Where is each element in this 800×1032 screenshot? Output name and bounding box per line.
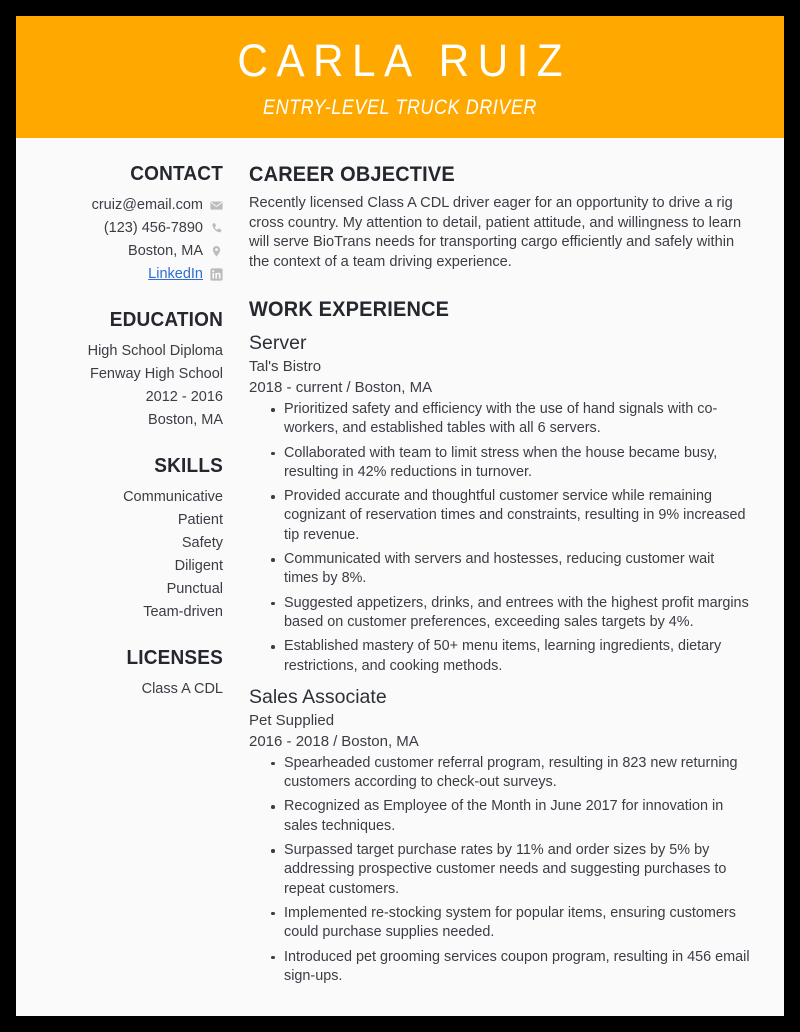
job-bullet: Surpassed target purchase rates by 11% and order sizes by 5% by addressing prospective customer needs and suggesting purchases to repeat customers. bbox=[284, 841, 752, 899]
education-line: Fenway High School bbox=[90, 366, 223, 382]
licenses-heading: LICENSES bbox=[126, 647, 223, 669]
work-experience-heading: WORK EXPERIENCE bbox=[249, 298, 450, 321]
job-bullet: Suggested appetizers, drinks, and entrees with the highest profit margins based on customer preferences, exceeding sales targets by 4%. bbox=[284, 594, 752, 633]
education-line: Boston, MA bbox=[148, 412, 223, 428]
job-bullet: Spearheaded customer referral program, resulting in 823 new returning customers according to check-out surveys. bbox=[284, 754, 752, 793]
job-meta-separator: / bbox=[346, 379, 351, 396]
linkedin-link[interactable]: LinkedIn bbox=[148, 266, 203, 282]
contact-item-location bbox=[16, 240, 223, 263]
skill-item: Punctual bbox=[166, 581, 223, 597]
contact-item-linkedin[interactable] bbox=[16, 263, 223, 286]
education-line: High School Diploma bbox=[87, 343, 223, 359]
education-line: 2012 - 2016 bbox=[145, 389, 223, 405]
skill-item: Diligent bbox=[174, 558, 223, 574]
education-heading: EDUCATION bbox=[109, 309, 223, 331]
contact-item-email bbox=[16, 194, 223, 217]
skill-item: Patient bbox=[177, 512, 223, 528]
job-meta-separator: / bbox=[333, 732, 338, 750]
envelope-icon bbox=[210, 199, 223, 212]
linkedin-icon[interactable] bbox=[210, 268, 223, 281]
contact-section bbox=[16, 162, 223, 286]
job-bullet: Implemented re-stocking system for popular items, ensuring customers could purchase supplies needed. bbox=[284, 904, 752, 943]
job-bullet: Collaborated with team to limit stress when the house became busy, resulting in 42% reductions in turnover. bbox=[284, 444, 752, 483]
job-bullet: Prioritized safety and efficiency with the use of hand signals with co-workers, and established tables with all 6 servers. bbox=[284, 400, 752, 439]
job-bullet: Introduced pet grooming services coupon program, resulting in 456 email sign-ups. bbox=[284, 948, 752, 987]
contact-email-text: cruiz@email.com bbox=[91, 197, 203, 213]
job-location: Boston, MA bbox=[341, 732, 419, 750]
education-section bbox=[16, 308, 223, 432]
job-bullet-list bbox=[249, 754, 752, 986]
sidebar bbox=[16, 162, 237, 723]
phone-icon bbox=[210, 222, 223, 235]
job-title: Server bbox=[249, 332, 307, 354]
contact-location-text: Boston, MA bbox=[128, 243, 203, 259]
objective-section bbox=[249, 162, 752, 272]
skills-heading: SKILLS bbox=[154, 455, 223, 477]
skill-item: Team-driven bbox=[143, 604, 223, 620]
skills-section bbox=[16, 454, 223, 624]
job-bullet: Established mastery of 50+ menu items, learning ingredients, dietary restrictions, and cooking methods. bbox=[284, 637, 752, 676]
job-meta bbox=[249, 731, 752, 752]
candidate-name: CARLA RUIZ bbox=[237, 35, 572, 86]
job-bullet: Provided accurate and thoughtful customer service while remaining cognizant of reservation times and constraints, resulting in 9% increased tip revenue. bbox=[284, 487, 752, 545]
license-item: Class A CDL bbox=[141, 681, 223, 697]
job-dates: 2018 - current bbox=[249, 379, 343, 396]
contact-item-phone bbox=[16, 217, 223, 240]
work-experience-section bbox=[249, 297, 752, 986]
job-bullet-list bbox=[249, 400, 752, 676]
job-entry bbox=[249, 331, 752, 676]
job-location: Boston, MA bbox=[354, 379, 433, 396]
job-meta bbox=[249, 377, 752, 398]
job-entry bbox=[249, 685, 752, 986]
resume-body bbox=[16, 138, 784, 991]
contact-heading: CONTACT bbox=[130, 163, 223, 185]
job-dates: 2016 - 2018 bbox=[249, 732, 330, 750]
candidate-tagline: ENTRY-LEVEL TRUCK DRIVER bbox=[263, 96, 537, 119]
resume-header bbox=[16, 16, 784, 138]
job-company: Pet Supplied bbox=[249, 711, 335, 729]
objective-heading: CAREER OBJECTIVE bbox=[249, 163, 455, 186]
skill-item: Safety bbox=[181, 535, 223, 551]
resume-page bbox=[16, 16, 784, 1016]
contact-phone-text: (123) 456-7890 bbox=[103, 220, 203, 236]
objective-text: Recently licensed Class A CDL driver eager for an opportunity to drive a rig cross country. My attention to detail, patient attitude, and willingness to learn will serve BioTrans needs for transporting cargo efficiently and safely within the context of a team driving experience. bbox=[249, 195, 742, 270]
licenses-section bbox=[16, 646, 223, 701]
map-pin-icon bbox=[210, 245, 223, 258]
skill-item: Communicative bbox=[123, 489, 223, 505]
main-column bbox=[237, 162, 784, 991]
job-bullet: Communicated with servers and hostesses, reducing customer wait times by 8%. bbox=[284, 550, 752, 589]
job-company: Tal's Bistro bbox=[249, 358, 322, 375]
job-bullet: Recognized as Employee of the Month in June 2017 for innovation in sales techniques. bbox=[284, 797, 752, 836]
job-title: Sales Associate bbox=[249, 685, 387, 708]
